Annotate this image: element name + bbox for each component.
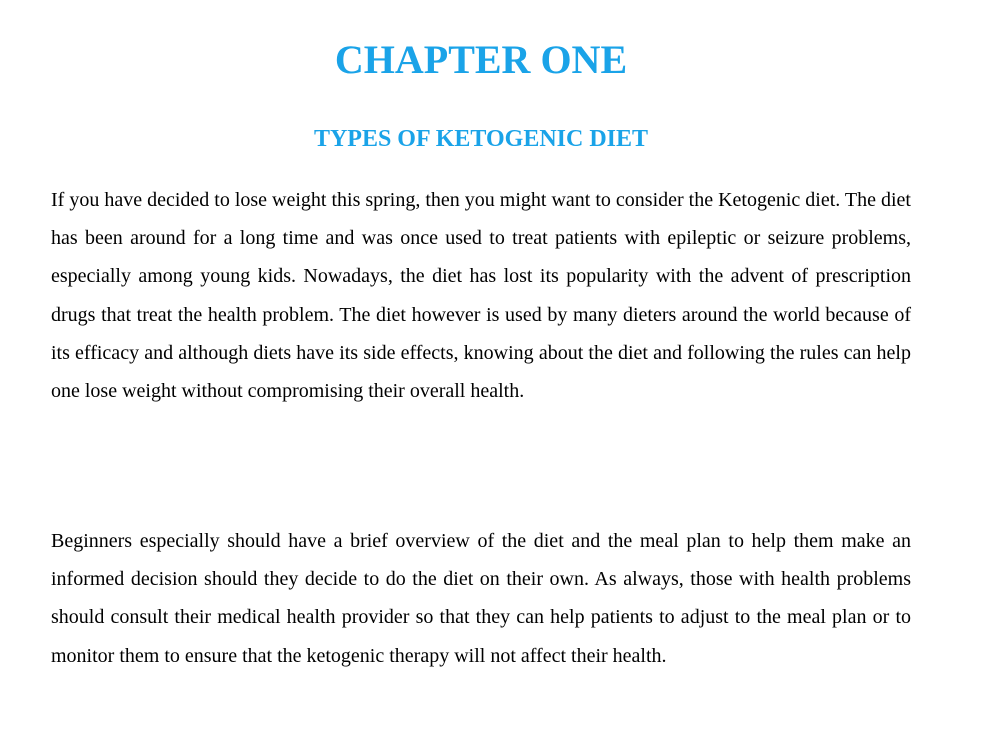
body-paragraph-1: If you have decided to lose weight this spring, then you might want to consider the Ketogenic diet. The diet has been around for a long time and was once used to treat patients with epileptic or seizure problems, especially among young kids. Nowadays, the diet has lost its popularity with the advent of prescription drugs that treat the health problem. The diet however is used by many dieters around the world because of its efficacy and although diets have its side effects, knowing about the diet and following the rules can help one lose weight without compromising their overall health. <box>51 189 911 403</box>
section-heading: TYPES OF KETOGENIC DIET <box>313 126 649 152</box>
body-paragraph-2: Beginners especially should have a brief overview of the diet and the meal plan to help them make an informed decision should they decide to do the diet on their own. As always, those with health problems should consult their medical health provider so that they can help patients to adjust to the meal plan or to monitor them to ensure that the ketogenic therapy will not affect their health. <box>51 530 911 667</box>
chapter-title: CHAPTER ONE <box>334 37 628 82</box>
